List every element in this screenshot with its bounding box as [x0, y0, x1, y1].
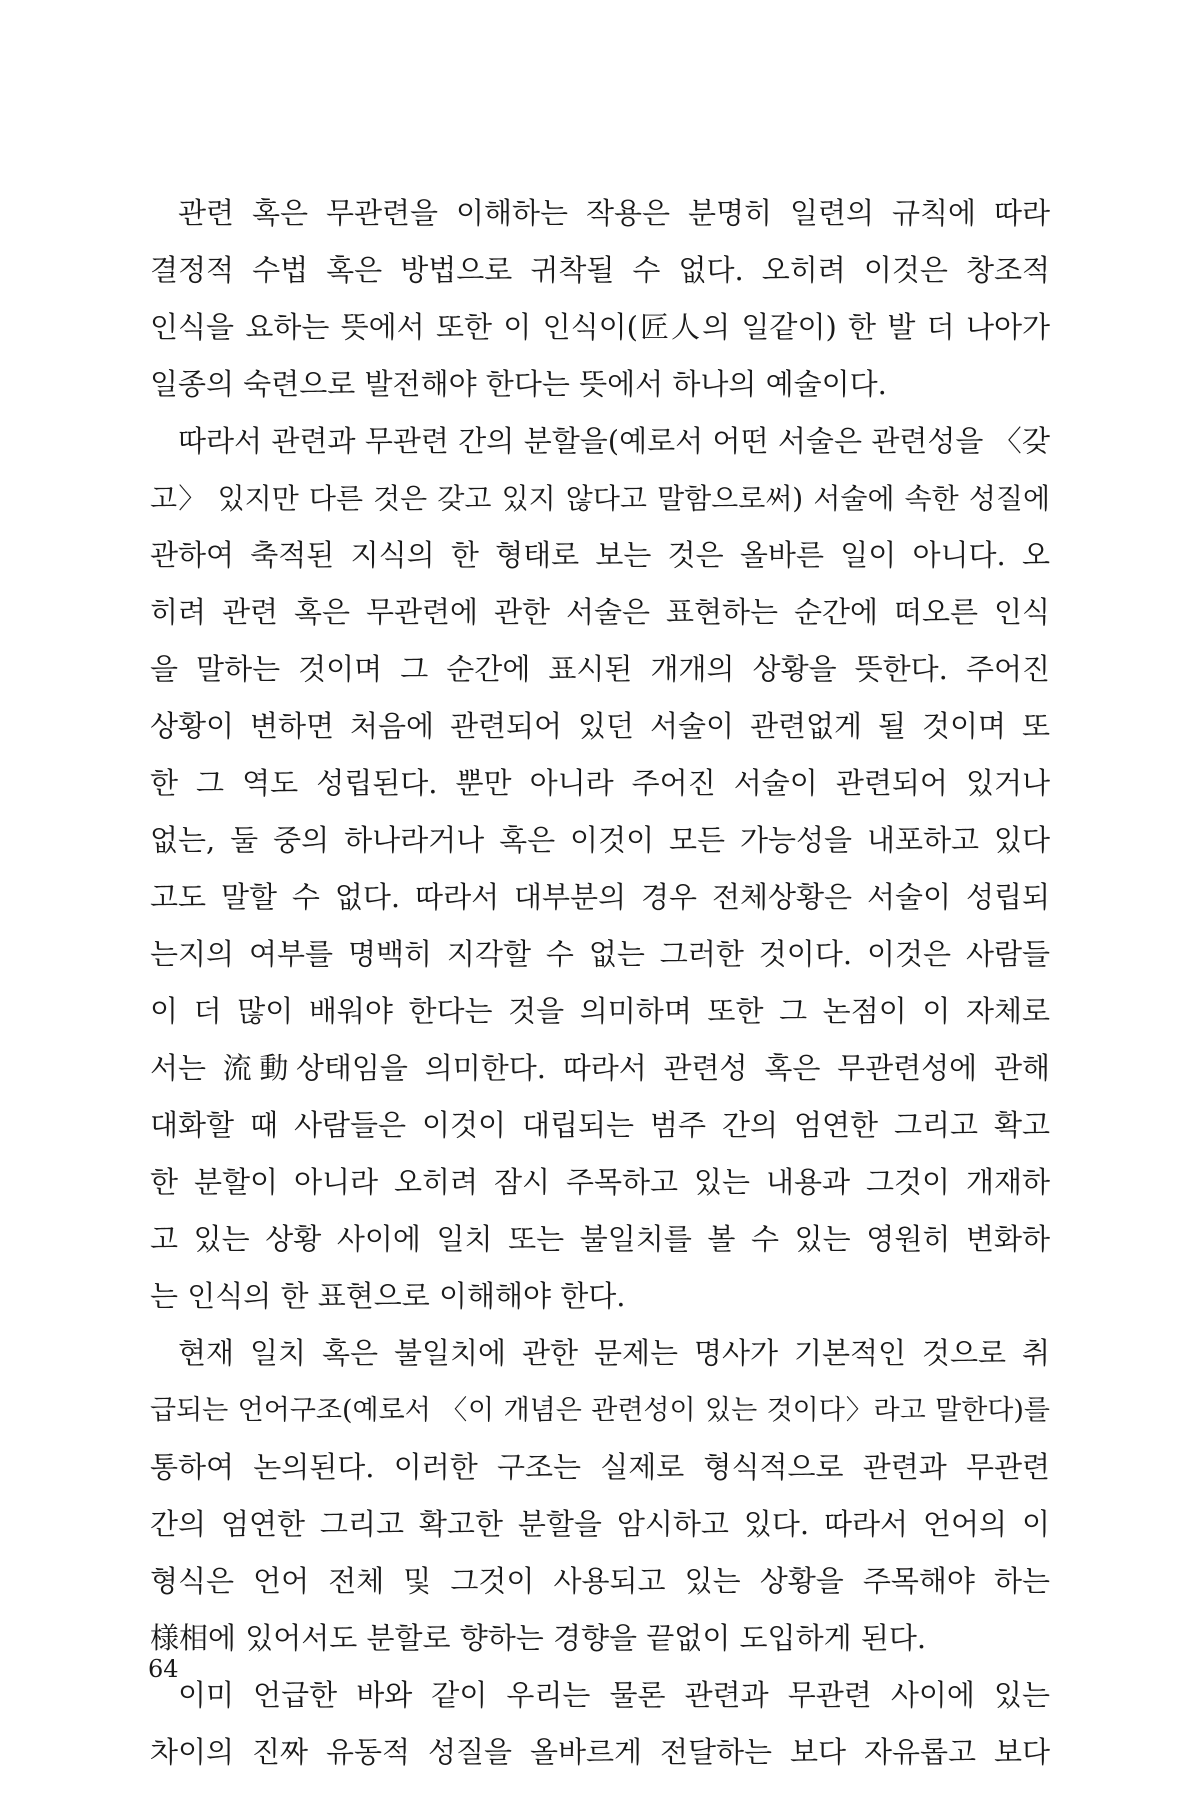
text-line: 차이의 진짜 유동적 성질을 올바르게 전달하는 보다 자유롭고 보다 — [150, 1735, 1050, 1769]
text-line: 様相에 있어서도 분할로 향하는 경향을 끝없이 도입하게 된다. — [150, 1621, 927, 1655]
page-number: 64 — [148, 1655, 179, 1683]
text-line: 일종의 숙련으로 발전해야 한다는 뜻에서 하나의 예술이다. — [150, 367, 887, 401]
text-line: 이미 언급한 바와 같이 우리는 물론 관련과 무관련 사이에 있는 — [178, 1678, 1050, 1712]
text-line: 히려 관련 혹은 무관련에 관한 서술은 표현하는 순간에 떠오른 인식 — [150, 595, 1050, 629]
text-line: 형식은 언어 전체 및 그것이 사용되고 있는 상황을 주목해야 하는 — [150, 1564, 1050, 1598]
text-line: 상황이 변하면 처음에 관련되어 있던 서술이 관련없게 될 것이며 또 — [150, 709, 1050, 743]
text-line: 이 더 많이 배워야 한다는 것을 의미하며 또한 그 논점이 이 자체로 — [150, 994, 1050, 1028]
text-line: 는지의 여부를 명백히 지각할 수 없는 그러한 것이다. 이것은 사람들 — [150, 937, 1050, 971]
text-line: 고 있는 상황 사이에 일치 또는 불일치를 볼 수 있는 영원히 변화하 — [150, 1222, 1050, 1256]
text-line: 없는, 둘 중의 하나라거나 혹은 이것이 모든 가능성을 내포하고 있다 — [150, 823, 1050, 857]
text-line: 간의 엄연한 그리고 확고한 분할을 암시하고 있다. 따라서 언어의 이 — [150, 1507, 1050, 1541]
text-line: 대화할 때 사람들은 이것이 대립되는 범주 간의 엄연한 그리고 확고 — [150, 1108, 1050, 1142]
text-line: 을 말하는 것이며 그 순간에 표시된 개개의 상황을 뜻한다. 주어진 — [150, 652, 1050, 686]
text-line: 서는 流動상태임을 의미한다. 따라서 관련성 혹은 무관련성에 관해 — [150, 1051, 1050, 1085]
text-line: 결정적 수법 혹은 방법으로 귀착될 수 없다. 오히려 이것은 창조적 — [150, 253, 1050, 287]
body-text — [150, 185, 1050, 1781]
text-line: 고도 말할 수 없다. 따라서 대부분의 경우 전체상황은 서술이 성립되 — [150, 880, 1050, 914]
text-line: 한 그 역도 성립된다. 뿐만 아니라 주어진 서술이 관련되어 있거나 — [150, 766, 1050, 800]
text-line: 는 인식의 한 표현으로 이해해야 한다. — [150, 1279, 626, 1313]
text-line: 인식을 요하는 뜻에서 또한 이 인식이(匠人의 일같이) 한 발 더 나아가 — [150, 310, 1050, 344]
text-line: 관하여 축적된 지식의 한 형태로 보는 것은 올바른 일이 아니다. 오 — [150, 538, 1050, 572]
text-line: 한 분할이 아니라 오히려 잠시 주목하고 있는 내용과 그것이 개재하 — [150, 1165, 1050, 1199]
text-line: 급되는 언어구조(예로서 〈이 개념은 관련성이 있는 것이다〉라고 말한다)를 — [150, 1395, 1050, 1426]
text-line: 통하여 논의된다. 이러한 구조는 실제로 형식적으로 관련과 무관련 — [150, 1450, 1050, 1484]
text-line: 관련 혹은 무관련을 이해하는 작용은 분명히 일련의 규칙에 따라 — [178, 196, 1050, 230]
text-line: 고〉 있지만 다른 것은 갖고 있지 않다고 말함으로써) 서술에 속한 성질에 — [150, 482, 1050, 515]
text-line: 따라서 관련과 무관련 간의 분할을(예로서 어떤 서술은 관련성을 〈갖 — [178, 424, 1050, 458]
text-line: 현재 일치 혹은 불일치에 관한 문제는 명사가 기본적인 것으로 취 — [178, 1336, 1050, 1370]
